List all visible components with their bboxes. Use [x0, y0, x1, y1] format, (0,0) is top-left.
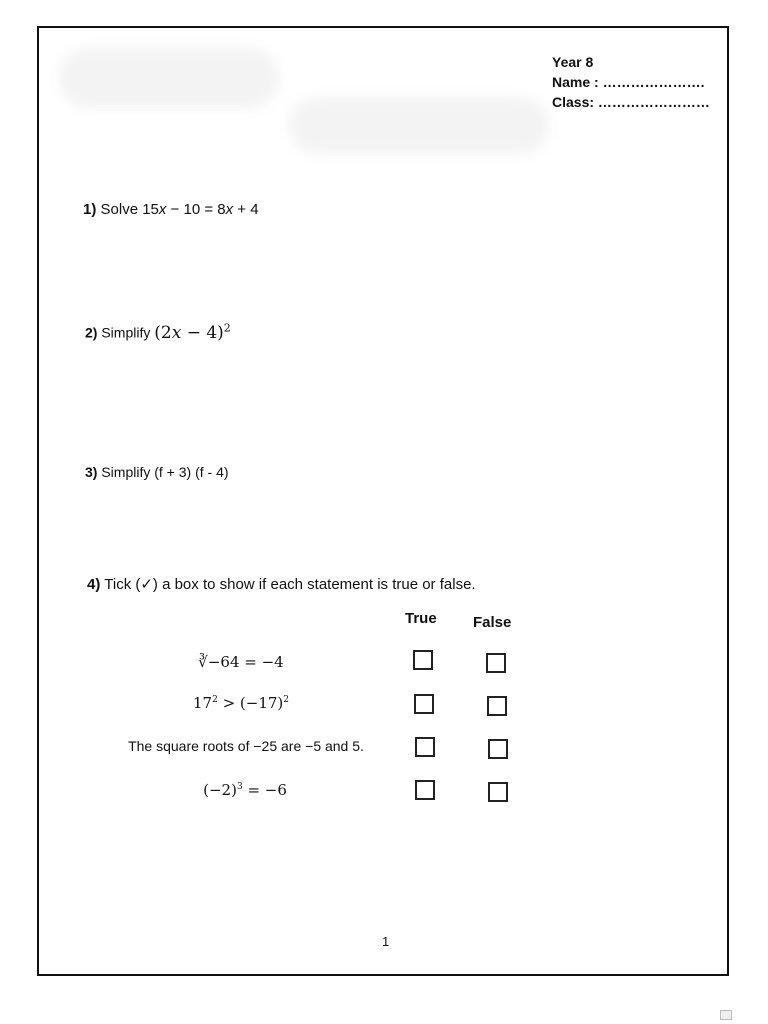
- question-1: [83, 201, 259, 218]
- statement-2-text: $17^2 > (-17)^2$: [192, 694, 290, 712]
- statement-1-text: ∛−64 = −4: [198, 653, 284, 671]
- statement-3-true-checkbox[interactable]: [415, 737, 435, 757]
- q1-text-pre: Solve 15: [100, 201, 159, 218]
- statement-4-false-checkbox[interactable]: [488, 782, 508, 802]
- document-icon: [720, 1010, 732, 1020]
- true-column-header: True: [405, 610, 437, 627]
- statement-3-text: The square roots of −25 are −5 and 5.: [128, 738, 364, 754]
- q1-var: x: [158, 201, 167, 218]
- question-number: 3): [85, 464, 98, 480]
- class-field[interactable]: Class: ……………………: [552, 94, 710, 110]
- q2-expression: $(2x - 4)^2$: [154, 321, 231, 343]
- statement-4: [203, 781, 287, 799]
- statement-4-text: $(-2)^3 = -6$: [203, 781, 287, 799]
- question-number: 1): [83, 201, 97, 218]
- question-number: 2): [85, 324, 98, 341]
- scan-smudge: [59, 48, 279, 108]
- question-4: [87, 575, 476, 593]
- student-header: [552, 52, 710, 112]
- statement-1-true-checkbox[interactable]: [413, 650, 433, 670]
- page-number: 1: [382, 934, 390, 949]
- question-2: [85, 321, 231, 343]
- statement-1: [198, 653, 283, 671]
- name-field[interactable]: Name : ………………….: [552, 74, 705, 90]
- q1-text-post: + 4: [233, 201, 259, 218]
- statement-4-true-checkbox[interactable]: [415, 780, 435, 800]
- q1-var: x: [225, 201, 234, 218]
- statement-3-false-checkbox[interactable]: [488, 739, 508, 759]
- false-column-header: False: [473, 614, 512, 631]
- statement-2-true-checkbox[interactable]: [414, 694, 434, 714]
- scan-smudge: [289, 98, 549, 153]
- q3-text: Simplify (f + 3) (f - 4): [101, 464, 229, 480]
- q1-text-mid: − 10 = 8: [166, 201, 226, 218]
- worksheet-page: [37, 26, 729, 976]
- q4-text: Tick (✓) a box to show if each statement is true or false.: [104, 576, 476, 593]
- q2-text: Simplify: [101, 324, 151, 341]
- statement-2-false-checkbox[interactable]: [487, 696, 507, 716]
- statement-3: [128, 738, 364, 754]
- year-label: Year 8: [552, 54, 594, 70]
- question-3: [85, 464, 229, 480]
- statement-1-false-checkbox[interactable]: [486, 653, 506, 673]
- statement-2: [193, 694, 289, 712]
- question-number: 4): [87, 576, 101, 593]
